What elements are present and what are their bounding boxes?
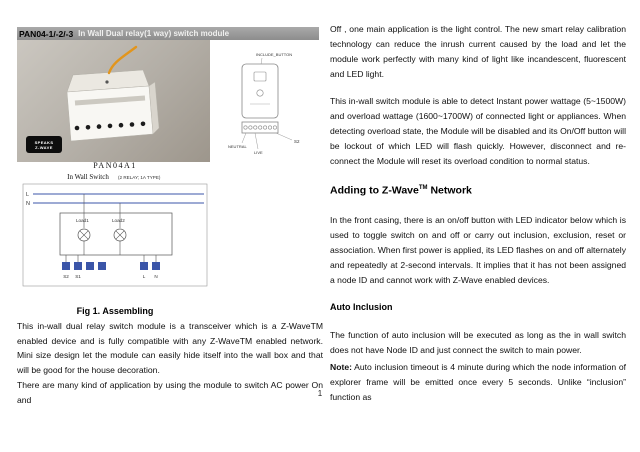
section-heading-auto-inclusion: Auto Inclusion [330, 301, 393, 312]
antenna-wire [109, 47, 136, 73]
tm-superscript: TM [418, 185, 428, 191]
terminal-s2-label: S2 [63, 274, 69, 279]
terminal-s1-label: S1 [75, 274, 81, 279]
schematic-model: PAN04A1 [93, 161, 137, 170]
note-label: Note: [330, 361, 352, 372]
z-wave-logo-badge [26, 136, 62, 153]
logo-line2: Z-WAVE [35, 144, 53, 150]
note-text: Auto inclusion timeout is 4 minute during which the node information of explorer frame will be emitted once every 5 seconds. Unlike “inclusion” function as [330, 361, 626, 402]
product-header [17, 27, 319, 40]
terminal-n-label: N [154, 274, 158, 279]
s2-label: S2 [294, 139, 300, 144]
paragraph-right-1: Off , one main application is the light control. The new smart relay calibration technology can reduce the inrush current caused by the load and let the module work perfectly with many kind of light like incandescent, fluorescent and LED light. [330, 24, 626, 79]
load2-label: Load2 [112, 218, 125, 223]
product-photo [17, 40, 210, 162]
logo-line1: SPEAKS [34, 139, 54, 145]
paragraph-right-2: This in-wall switch module is able to detect Instant power wattage (5~1500W) and overload wattage (1600~1700W) of connected light or appliances. When detecting overload state, the Module will be disabled and its On/Off button will be lockout of which LED will flash quickly. However, disconnect and re-connect the Module will reset its overload condition to normal status. [330, 96, 626, 166]
right-column-text [330, 22, 626, 417]
paragraph-right-3: In the front casing, there is an on/off button with LED indicator below which is used to toggle switch on and off or carry out inclusion, exclusion, reset or association. When first power is applied, its LED flashes on and off alternately and repeatedly at 2-second intervals. It implies that it has not been assigned a node ID and cannot work with Z-Wave enabled devices. [330, 214, 626, 285]
terminal-l-label: L [142, 274, 146, 279]
device-outline-diagram [212, 48, 318, 166]
product-title: In Wall Dual relay(1 way) switch module [78, 29, 230, 38]
figure-caption: Fig 1. Assembling [76, 306, 154, 316]
include-button-label: INCLUDE_BUTTON [256, 52, 293, 57]
line-n-label: N [26, 201, 30, 207]
schematic-type-note: (2 RELAY; 1A TYPE) [118, 175, 161, 180]
paragraph-right-4: The function of auto inclusion will be executed as long as the in wall switch does not have Node ID and just connect the switch to main power. [330, 329, 626, 355]
product-model: PAN04-1/-2/-3 [19, 28, 74, 39]
page-number: 1 [317, 389, 323, 398]
schematic-title: In Wall Switch [67, 173, 109, 181]
wiring-schematic [22, 158, 208, 302]
paragraph-left-2: There are many kind of application by using the module to switch AC power On and [17, 380, 323, 405]
load1-label: Load1 [76, 218, 89, 223]
live-label: LIVE [254, 150, 263, 155]
neutral-label: NEUTRAL [228, 144, 247, 149]
paragraph-left-1: This in-wall dual relay switch module is a transceiver which is a Z-WaveTM enabled device and is fully compatible with any Z-WaveTM enabled network. Mini size design let the module can easily hide itself into the wall box and that will be good for the house decoration. [17, 321, 323, 375]
section-heading-adding-network: Adding to Z-Wave™ Network [330, 184, 472, 197]
line-l-label: L [26, 192, 30, 198]
